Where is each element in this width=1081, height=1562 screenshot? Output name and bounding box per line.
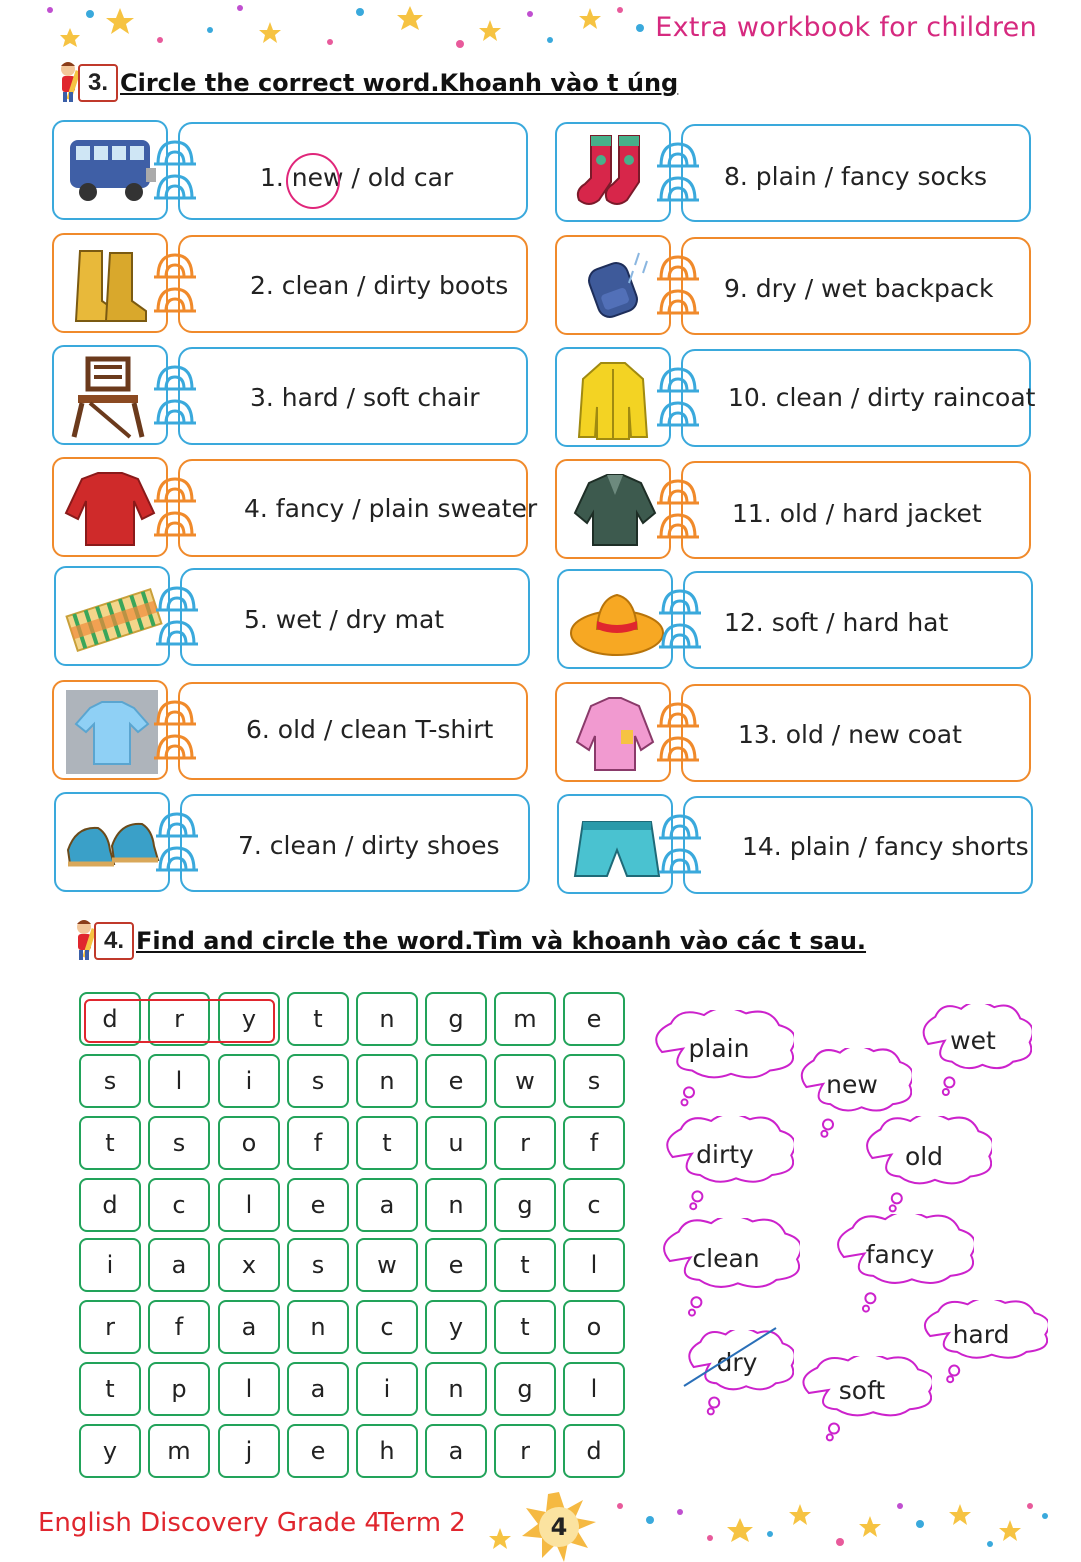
binder-ring-icon	[653, 696, 703, 768]
exercise-card	[52, 345, 530, 447]
crossed-out-mark	[680, 1324, 780, 1388]
letter-cell[interactable]: a	[356, 1178, 418, 1232]
exercise-text: 8. plain / fancy socks	[724, 162, 988, 191]
letter-cell[interactable]: c	[563, 1178, 625, 1232]
letter-cell[interactable]: t	[79, 1116, 141, 1170]
exercise-text: 12. soft / hard hat	[724, 608, 949, 637]
section-badge	[56, 60, 116, 106]
footer-confetti	[470, 1498, 1060, 1554]
letter-cell[interactable]: l	[148, 1054, 210, 1108]
binder-ring-icon	[152, 806, 202, 878]
letter-cell[interactable]: c	[356, 1300, 418, 1354]
binder-ring-icon	[653, 136, 703, 208]
letter-cell[interactable]: i	[356, 1362, 418, 1416]
letter-cell[interactable]: e	[425, 1238, 487, 1292]
letter-cell[interactable]: o	[563, 1300, 625, 1354]
word-bank-item: wet	[950, 1026, 996, 1055]
exercise-text: 5. wet / dry mat	[244, 605, 445, 634]
word-bank-item: new	[826, 1070, 878, 1099]
word-bank-item: old	[904, 1142, 944, 1171]
letter-cell[interactable]: l	[218, 1178, 280, 1232]
footer-book-title: English Discovery Grade 4	[38, 1508, 381, 1538]
exercise-text: 11. old / hard jacket	[732, 499, 982, 528]
exercise-card	[557, 794, 1035, 896]
exercise-card	[52, 680, 530, 782]
tshirt-icon	[60, 688, 164, 776]
letter-cell[interactable]: g	[494, 1178, 556, 1232]
letter-cell[interactable]: m	[494, 992, 556, 1046]
exercise-text: 6. old / clean T-shirt	[246, 715, 494, 744]
letter-cell[interactable]: n	[425, 1362, 487, 1416]
letter-cell[interactable]: r	[79, 1300, 141, 1354]
letter-cell[interactable]: t	[79, 1362, 141, 1416]
exercise-text: 3. hard / soft chair	[250, 383, 480, 412]
exercise-card	[555, 122, 1033, 224]
letter-cell[interactable]: p	[148, 1362, 210, 1416]
letter-cell[interactable]: m	[148, 1424, 210, 1478]
binder-ring-icon	[152, 580, 202, 652]
letter-cell[interactable]: e	[287, 1424, 349, 1478]
letter-cell[interactable]: s	[287, 1054, 349, 1108]
letter-cell[interactable]: s	[563, 1054, 625, 1108]
letter-cell[interactable]: w	[494, 1054, 556, 1108]
binder-ring-icon	[653, 473, 703, 545]
letter-cell[interactable]: l	[563, 1238, 625, 1292]
letter-cell[interactable]: i	[218, 1054, 280, 1108]
exercise-text: 14. plain / fancy shorts	[742, 832, 1029, 861]
word-bank-item: dry	[716, 1348, 758, 1377]
letter-cell[interactable]: x	[218, 1238, 280, 1292]
letter-cell[interactable]: s	[148, 1116, 210, 1170]
letter-cell[interactable]: n	[356, 1054, 418, 1108]
word-bank-item: dirty	[696, 1140, 754, 1169]
letter-cell[interactable]: a	[148, 1238, 210, 1292]
letter-cell[interactable]: r	[494, 1116, 556, 1170]
letter-cell[interactable]: f	[563, 1116, 625, 1170]
letter-cell[interactable]: c	[148, 1178, 210, 1232]
hat-icon	[565, 577, 669, 665]
section-badge	[72, 918, 132, 964]
section-number: 4.	[94, 922, 134, 960]
coat-icon	[563, 690, 667, 778]
word-bank-item: soft	[838, 1376, 886, 1405]
backpack-icon	[563, 243, 667, 331]
letter-cell[interactable]: r	[148, 992, 210, 1046]
letter-cell[interactable]: i	[79, 1238, 141, 1292]
raincoat-icon	[563, 355, 667, 443]
page-number: 4	[550, 1513, 568, 1541]
letter-cell[interactable]: l	[218, 1362, 280, 1416]
binder-ring-icon	[150, 471, 200, 543]
exercise-card	[54, 566, 532, 668]
letter-cell[interactable]: l	[563, 1362, 625, 1416]
exercise-card	[555, 459, 1033, 561]
letter-cell[interactable]: h	[356, 1424, 418, 1478]
example-word-highlight	[84, 999, 275, 1043]
letter-cell[interactable]: f	[148, 1300, 210, 1354]
letter-cell[interactable]: w	[356, 1238, 418, 1292]
exercise-text: 7. clean / dirty shoes	[238, 831, 500, 860]
letter-cell[interactable]: f	[287, 1116, 349, 1170]
exercise-card	[52, 457, 538, 559]
letter-cell[interactable]: g	[425, 992, 487, 1046]
binder-ring-icon	[150, 247, 200, 319]
exercise-card	[52, 233, 530, 335]
letter-cell[interactable]: n	[287, 1300, 349, 1354]
letter-cell[interactable]: g	[494, 1362, 556, 1416]
word-bank-item: clean	[692, 1244, 760, 1273]
exercise-text: 13. old / new coat	[738, 720, 962, 749]
letter-cell[interactable]: e	[425, 1054, 487, 1108]
letter-cell[interactable]: t	[287, 992, 349, 1046]
letter-cell[interactable]: a	[425, 1424, 487, 1478]
letter-cell[interactable]: j	[218, 1424, 280, 1478]
letter-cell[interactable]: d	[79, 1178, 141, 1232]
word-bank-item: plain	[688, 1034, 750, 1063]
exercise-text: 1. new / old car	[260, 163, 454, 192]
binder-ring-icon	[150, 694, 200, 766]
exercise-card	[555, 682, 1033, 784]
binder-ring-icon	[655, 583, 705, 655]
section-title: Circle the correct word.Khoanh vào t úng	[120, 69, 679, 97]
header-confetti	[30, 0, 670, 60]
mat-icon	[62, 574, 166, 662]
footer-term: Term 2	[378, 1508, 466, 1538]
letter-cell[interactable]: d	[563, 1424, 625, 1478]
binder-ring-icon	[653, 361, 703, 433]
header-title: Extra workbook for children	[655, 12, 1037, 43]
binder-ring-icon	[653, 249, 703, 321]
letter-cell[interactable]: s	[79, 1054, 141, 1108]
binder-ring-icon	[150, 359, 200, 431]
shorts-icon	[565, 802, 669, 890]
section3-heading	[56, 60, 678, 106]
socks-icon	[563, 130, 667, 218]
letter-cell[interactable]: y	[79, 1424, 141, 1478]
exercise-card	[555, 347, 1036, 449]
sweater-icon	[60, 465, 164, 553]
letter-cell[interactable]: t	[494, 1238, 556, 1292]
letter-cell[interactable]: n	[425, 1178, 487, 1232]
letter-cell[interactable]: t	[356, 1116, 418, 1170]
letter-cell[interactable]: s	[287, 1238, 349, 1292]
letter-cell[interactable]: n	[356, 992, 418, 1046]
exercise-text: 10. clean / dirty raincoat	[728, 383, 1036, 412]
binder-ring-icon	[150, 134, 200, 206]
letter-cell[interactable]: e	[563, 992, 625, 1046]
letter-cell[interactable]: u	[425, 1116, 487, 1170]
letter-cell[interactable]: r	[494, 1424, 556, 1478]
word-bank-item: fancy	[865, 1240, 935, 1269]
letter-cell[interactable]: a	[287, 1362, 349, 1416]
letter-cell[interactable]: y	[425, 1300, 487, 1354]
word-bank-item: hard	[952, 1320, 1010, 1349]
exercise-card	[54, 792, 532, 894]
jacket-icon	[563, 467, 667, 555]
letter-cell[interactable]: o	[218, 1116, 280, 1170]
exercise-text: 9. dry / wet backpack	[724, 274, 994, 303]
boots-icon	[60, 241, 164, 329]
letter-cell[interactable]: a	[218, 1300, 280, 1354]
section-title: Find and circle the word.Tìm và khoanh vào các t sau.	[136, 927, 867, 955]
binder-ring-icon	[655, 808, 705, 880]
section4-heading	[72, 918, 866, 964]
letter-cell[interactable]: d	[79, 992, 141, 1046]
exercise-text: 2. clean / dirty boots	[250, 271, 509, 300]
chair-icon	[60, 353, 164, 441]
bus-icon	[60, 128, 164, 216]
example-answer-circle	[286, 153, 340, 209]
exercise-card	[557, 569, 1035, 671]
exercise-text: 4. fancy / plain sweater	[244, 494, 538, 523]
letter-cell[interactable]: y	[218, 992, 280, 1046]
letter-cell[interactable]: e	[287, 1178, 349, 1232]
shoes-icon	[62, 800, 166, 888]
exercise-card	[555, 235, 1033, 337]
letter-cell[interactable]: t	[494, 1300, 556, 1354]
section-number: 3.	[78, 64, 118, 102]
